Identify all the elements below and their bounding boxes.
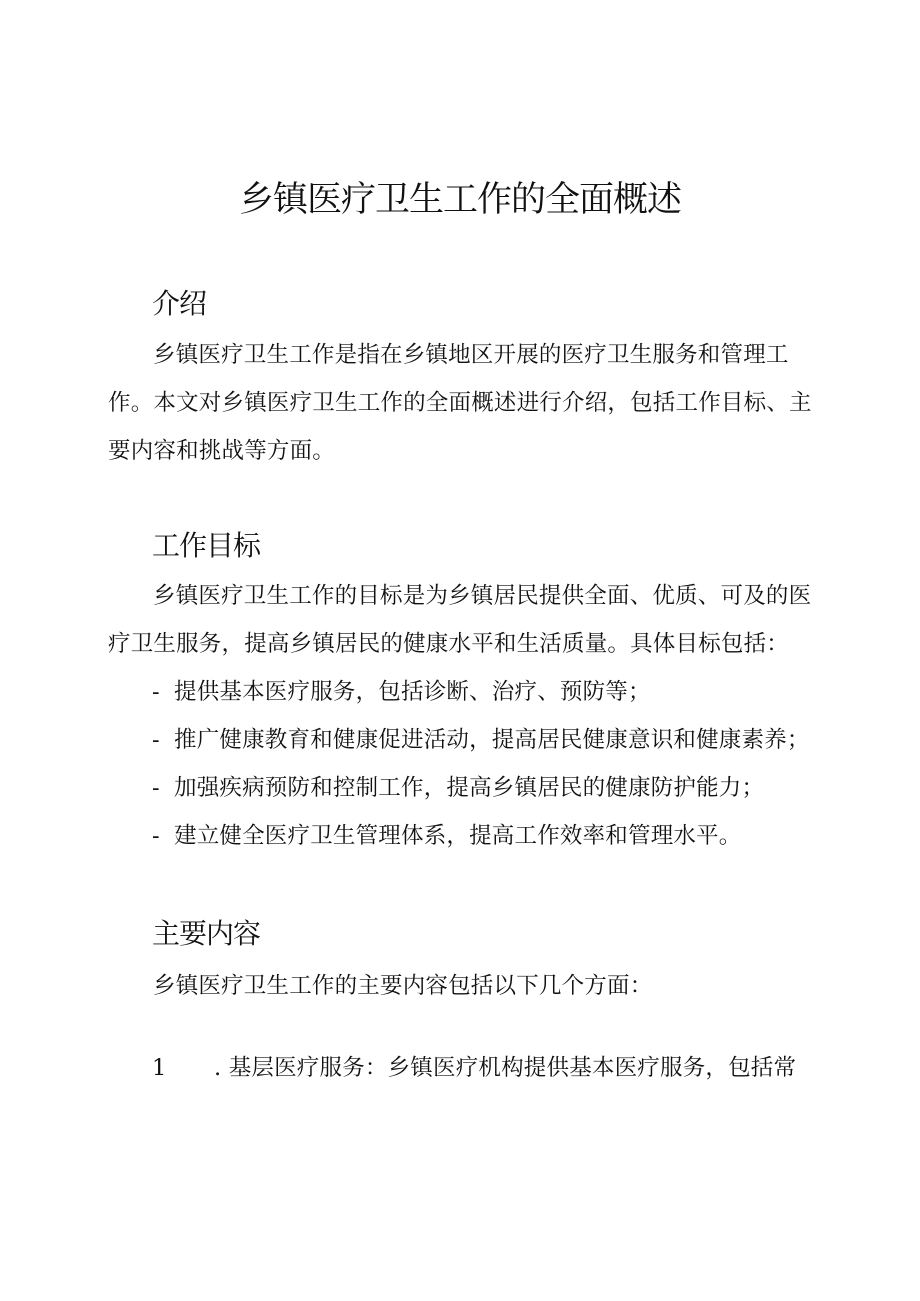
list-item-text: 建立健全医疗卫生管理体系，提高工作效率和管理水平。 bbox=[174, 823, 742, 849]
list-marker: - bbox=[152, 727, 160, 753]
main-content-paragraph: 乡镇医疗卫生工作的主要内容包括以下几个方面： bbox=[153, 973, 653, 999]
list-marker: - bbox=[152, 679, 160, 705]
goals-paragraph: 乡镇医疗卫生工作的目标是为乡镇居民提供全面、优质、可及的医疗卫生服务，提高乡镇居民的健康水平和生活质量。具体目标包括： bbox=[108, 583, 812, 657]
list-item-text: 加强疾病预防和控制工作，提高乡镇居民的健康防护能力； bbox=[174, 775, 765, 801]
section-heading-main-content: 主要内容 bbox=[152, 917, 261, 950]
list-marker: - bbox=[152, 775, 160, 801]
list-item bbox=[152, 764, 852, 812]
numbered-item bbox=[152, 1044, 832, 1092]
list-item bbox=[152, 668, 852, 716]
list-item-text: 提供基本医疗服务，包括诊断、治疗、预防等； bbox=[174, 679, 651, 705]
list-marker: - bbox=[152, 823, 160, 849]
item-text: . 基层医疗服务：乡镇医疗机构提供基本医疗服务，包括常 bbox=[214, 1055, 797, 1081]
item-number: 1 bbox=[152, 1055, 167, 1081]
goals-list bbox=[152, 668, 852, 860]
list-item bbox=[152, 812, 852, 860]
section-heading-intro: 介绍 bbox=[152, 287, 207, 320]
list-item bbox=[152, 716, 852, 764]
intro-paragraph: 乡镇医疗卫生工作是指在乡镇地区开展的医疗卫生服务和管理工作。本文对乡镇医疗卫生工作的全面概述进行介绍，包括工作目标、主要内容和挑战等方面。 bbox=[108, 342, 812, 464]
document-title: 乡镇医疗卫生工作的全面概述 bbox=[238, 180, 681, 220]
section-heading-goals: 工作目标 bbox=[152, 529, 261, 562]
list-item-text: 推广健康教育和健康促进活动，提高居民健康意识和健康素养； bbox=[174, 727, 810, 753]
